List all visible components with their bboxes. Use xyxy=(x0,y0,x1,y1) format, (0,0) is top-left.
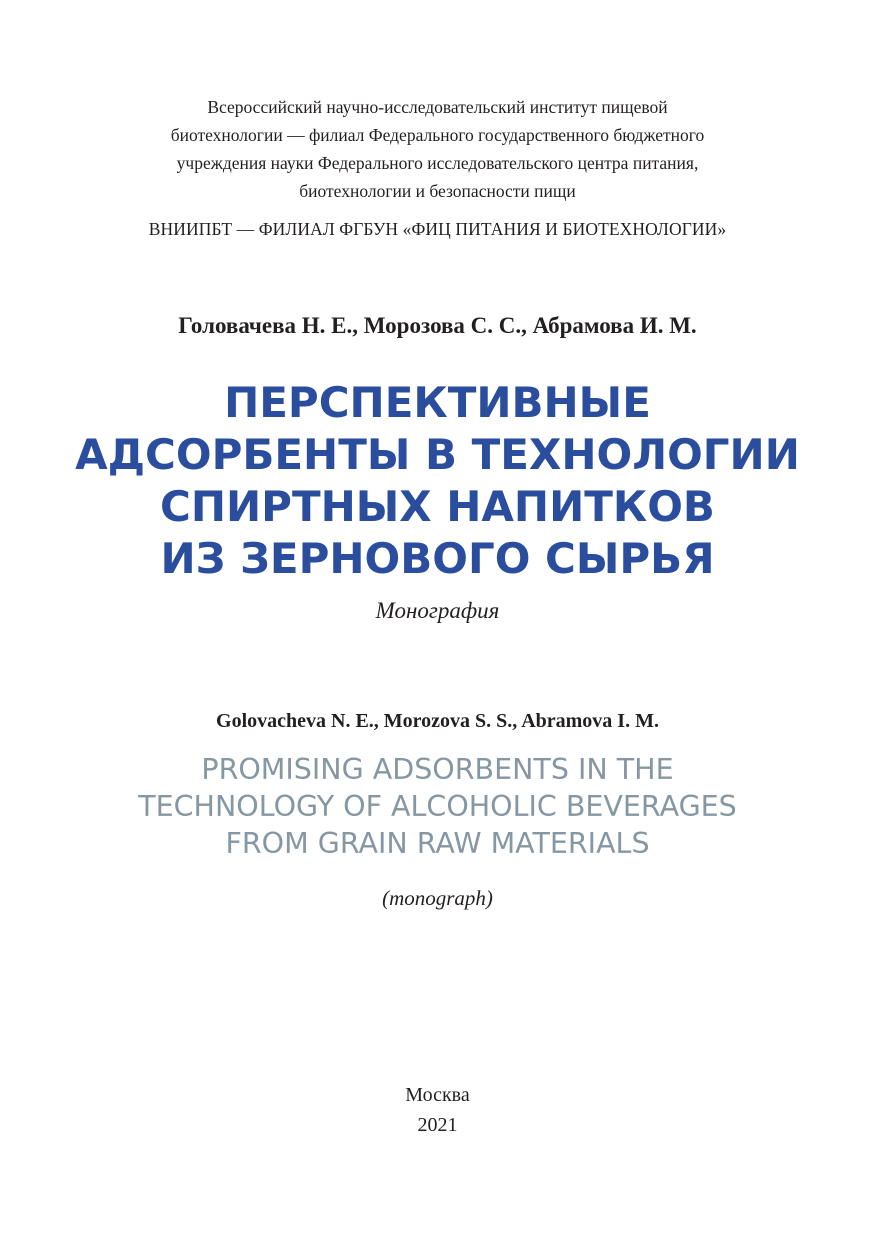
title-english-line-3: FROM GRAIN RAW MATERIALS xyxy=(225,827,650,860)
genre-english: (monograph) xyxy=(382,886,493,910)
imprint-city: Москва xyxy=(405,1084,470,1106)
imprint-year: 2021 xyxy=(417,1114,458,1136)
institution-line-3: учреждения науки Федерального исследовательского центра питания, xyxy=(176,153,699,173)
title-russian-line-1: ПЕРСПЕКТИВНЫЕ xyxy=(224,378,651,427)
authors-english: Golovacheva N. E., Morozova S. S., Abramova I. M. xyxy=(216,710,659,732)
title-english xyxy=(0,751,875,862)
title-russian-line-2: АДСОРБЕНТЫ В ТЕХНОЛОГИИ xyxy=(75,430,800,479)
institution-line-2: биотехнологии — филиал Федерального государственного бюджетного xyxy=(170,125,705,145)
authors-russian: Головачева Н. Е., Морозова С. С., Абрамова И. М. xyxy=(178,313,697,338)
institution-line-1: Всероссийский научно-исследовательский институт пищевой xyxy=(207,97,668,117)
title-english-line-2: TECHNOLOGY OF ALCOHOLIC BEVERAGES xyxy=(138,790,737,823)
title-english-line-1: PROMISING ADSORBENTS IN THE xyxy=(201,753,674,786)
title-russian xyxy=(0,377,875,585)
institution-name xyxy=(0,93,875,205)
title-russian-line-3: СПИРТНЫХ НАПИТКОВ xyxy=(160,482,715,531)
genre-russian: Монография xyxy=(375,598,500,623)
institution-line-4: биотехнологии и безопасности пищи xyxy=(299,181,576,201)
institution-abbreviation: ВНИИПБТ — ФИЛИАЛ ФГБУН «ФИЦ ПИТАНИЯ И БИОТЕХНОЛОГИИ» xyxy=(148,219,727,239)
title-russian-line-4: ИЗ ЗЕРНОВОГО СЫРЬЯ xyxy=(160,534,715,583)
